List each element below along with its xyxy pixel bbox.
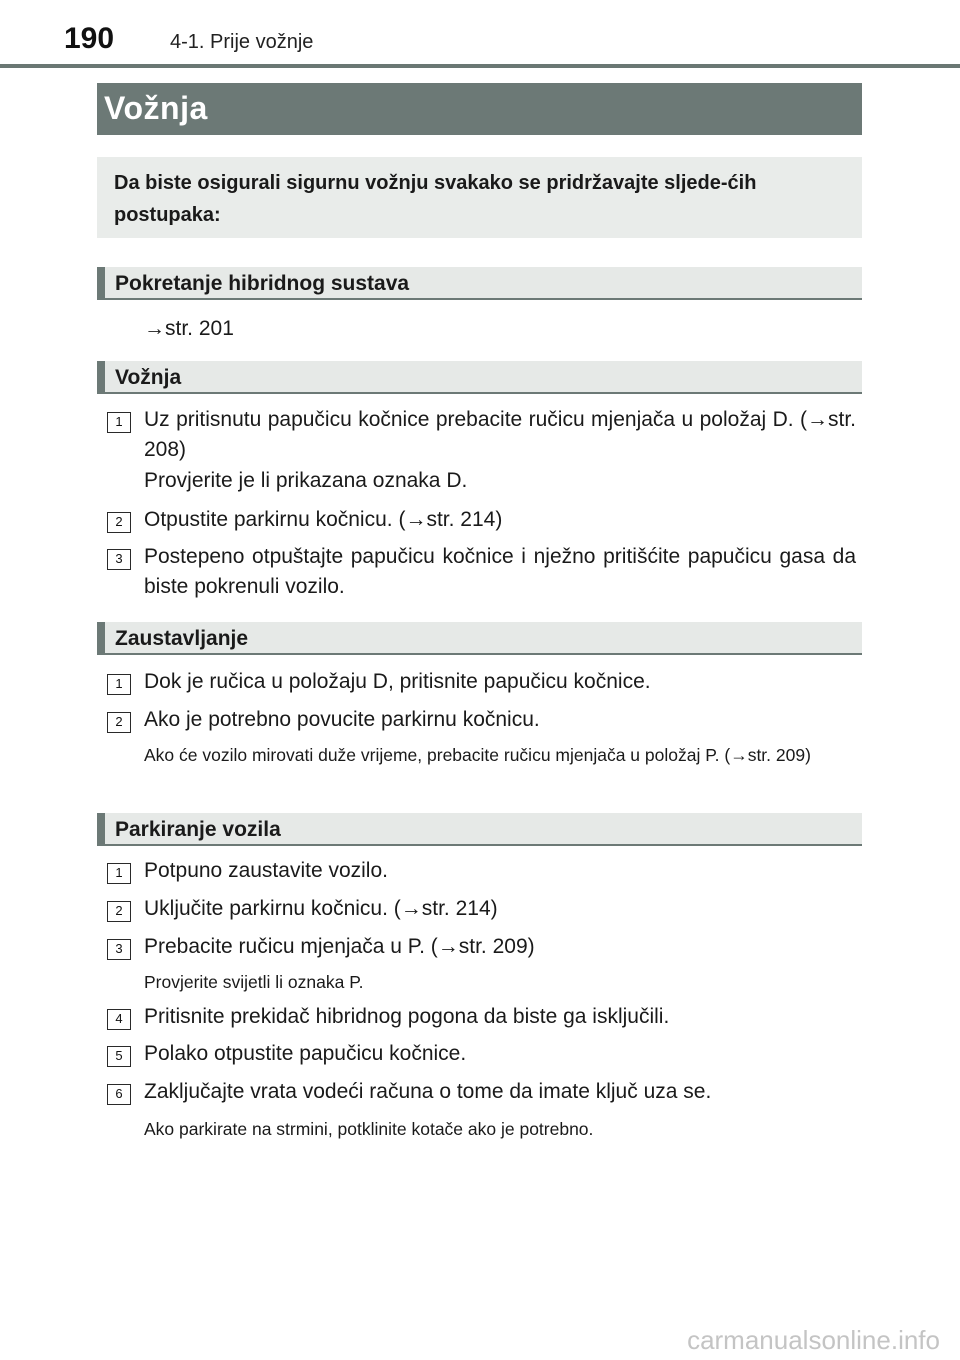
step-text: Pritisnite prekidač hibridnog pogona da biste ga isključili. xyxy=(144,1005,670,1028)
step-text: Prebacite ručicu mjenjača u P. (→str. 209) xyxy=(144,935,535,958)
intro-text: Da biste osigurali sigurnu vožnju svakako se pridržavajte sljede-ćih postupaka: xyxy=(114,172,757,226)
step-number-badge: 1 xyxy=(107,674,131,695)
section-heading-start xyxy=(97,267,862,300)
step-note: Ako parkirate na strmini, potklinite kotače ako je potrebno. xyxy=(144,1119,594,1139)
section-heading-label: Vožnja xyxy=(115,366,182,389)
step-number-badge: 2 xyxy=(107,512,131,533)
watermark: carmanualsonline.info xyxy=(687,1325,940,1355)
step-number-badge: 2 xyxy=(107,901,131,922)
step-text: Uz pritisnutu papučicu kočnice prebacite ručicu mjenjača u položaj D. (→str. 208) xyxy=(144,408,856,461)
step-text: Polako otpustite papučicu kočnice. xyxy=(144,1042,467,1065)
step-number-badge: 2 xyxy=(107,712,131,733)
page-title: Vožnja xyxy=(104,90,208,126)
step-text: Postepeno otpuštajte papučicu kočnice i nježno pritišćite papučicu gasa da biste pokrenuli vozilo. xyxy=(144,545,856,598)
section-heading-parking xyxy=(97,813,862,846)
step-number-badge: 4 xyxy=(107,1009,131,1030)
reference-link[interactable]: →str. 201 xyxy=(144,317,234,340)
section-heading-driving xyxy=(97,361,862,394)
step-note: Ako će vozilo mirovati duže vrijeme, prebacite ručicu mjenjača u položaj P. (→str. 209) xyxy=(144,745,811,765)
title-bar xyxy=(97,83,862,135)
section-heading-label: Parkiranje vozila xyxy=(115,818,281,841)
section-heading-stopping xyxy=(97,622,862,655)
page-number: 190 xyxy=(64,22,115,55)
step-number-badge: 3 xyxy=(107,939,131,960)
step-note: Provjerite svijetli li oznaka P. xyxy=(144,972,364,992)
chapter-heading: 4-1. Prije vožnje xyxy=(170,31,314,53)
step-text: Otpustite parkirnu kočnicu. (→str. 214) xyxy=(144,508,503,531)
step-number-badge: 5 xyxy=(107,1046,131,1067)
step-number-badge: 1 xyxy=(107,863,131,884)
step-number-badge: 3 xyxy=(107,549,131,570)
header-rule xyxy=(0,64,960,68)
step-subtext: Provjerite je li prikazana oznaka D. xyxy=(144,469,468,492)
section-heading-label: Pokretanje hibridnog sustava xyxy=(115,272,410,295)
step-text: Uključite parkirnu kočnicu. (→str. 214) xyxy=(144,897,498,920)
step-text: Ako je potrebno povucite parkirnu kočnicu. xyxy=(144,708,540,731)
step-text: Zaključajte vrata vodeći računa o tome da imate ključ uza se. xyxy=(144,1080,712,1103)
step-number-badge: 1 xyxy=(107,412,131,433)
section-heading-label: Zaustavljanje xyxy=(115,627,249,650)
step-text: Dok je ručica u položaju D, pritisnite papučicu kočnice. xyxy=(144,670,651,693)
step-number-badge: 6 xyxy=(107,1084,131,1105)
step-text: Potpuno zaustavite vozilo. xyxy=(144,859,388,882)
intro-box xyxy=(97,157,862,238)
